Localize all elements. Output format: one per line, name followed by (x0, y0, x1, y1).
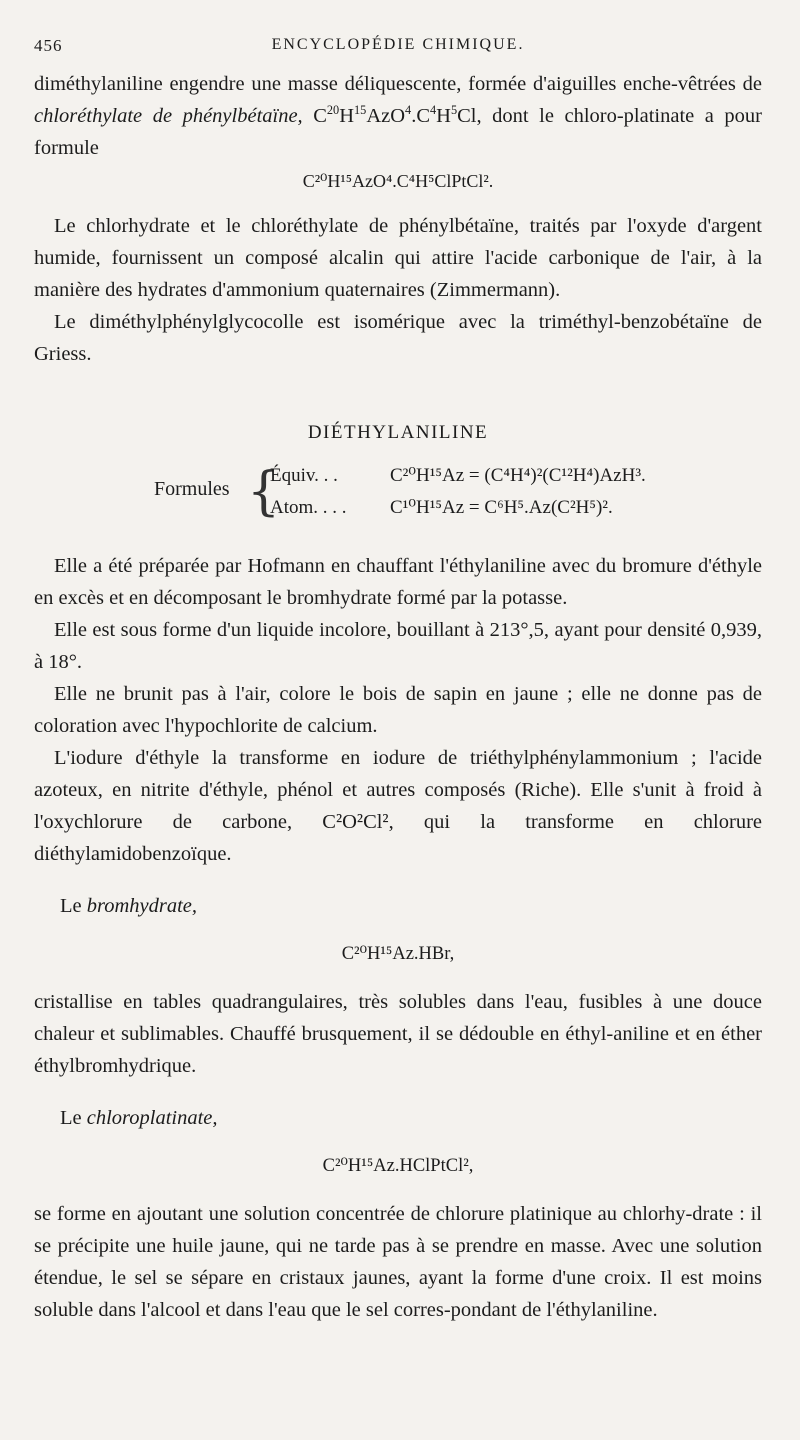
bromhydrate-formula: C²⁰H¹⁵Az.HBr, (341, 944, 455, 964)
formula-sup: 4 (430, 103, 437, 118)
spacer (34, 1082, 762, 1102)
running-title: ENCYCLOPÉDIE CHIMIQUE. (271, 36, 525, 53)
equiv-value: C²⁰H¹⁵Az = (C⁴H⁴)²(C¹²H⁴)AzH³. (390, 465, 646, 486)
paragraph-reactions: L'iodure d'éthyle la transforme en iodure de triéthylphénylammonium ; l'acide azoteux, en nitrite d'éthyle, phénol et autres composés (Riche). Elle s'unit à froid à l'oxychlorure de carbone, C²O²Cl², qui la transforme en chlorure diéthylamidobenzoïque. (34, 747, 762, 865)
formula-part: H (339, 105, 355, 127)
formula-part: .C (411, 105, 430, 127)
chloroplatinate-formula: C²⁰H¹⁵AzO⁴.C⁴H⁵ClPtCl². (302, 171, 494, 191)
bromhydrate-label (34, 890, 762, 922)
spacer (34, 870, 762, 890)
paragraph-preparation: Elle a été préparée par Hofmann en chauffant l'éthylaniline avec du bromure d'éthyle en excès et en décomposant le bromhydrate formé par la potasse. (34, 555, 762, 609)
formula-sup: 15 (354, 103, 367, 118)
chloroplatinate-label (34, 1102, 762, 1134)
page-number: 456 (34, 36, 63, 55)
formulas-label: Formules (154, 478, 230, 500)
formulas-block (34, 458, 762, 532)
formula-sup: 5 (450, 103, 458, 118)
intro-text: diméthylaniline engendre une masse déliquescente, formée d'aiguilles enche-vêtrées de (34, 73, 762, 95)
formula-row-atom (270, 496, 613, 519)
formula-part: C (302, 105, 327, 127)
intro-paragraph (34, 68, 762, 164)
label-italic: bromhydrate, (86, 895, 198, 917)
formula-row-equiv (270, 464, 646, 487)
atom-label: Atom. . . . (270, 497, 347, 518)
formula-sup: 4 (405, 103, 412, 118)
brace-glyph: { (247, 462, 281, 522)
equiv-label: Équiv. . . (270, 465, 338, 486)
paragraph-chlorhydrate: Le chlorhydrate et le chloréthylate de phénylbétaïne, traités par l'oxyde d'argent humide, fournissent un composé alcalin qui attire l'acide carbonique de l'air, à la manière des hydrates d'ammonium quaternaires (Zimmermann). (34, 215, 762, 301)
bromhydrate-text: cristallise en tables quadrangulaires, très solubles dans l'eau, fusibles à une douce chaleur et sublimables. Chauffé brusquement, il se dédouble en éthyl-aniline et en éther éthylbromhydrique. (34, 991, 762, 1077)
chloroplatinate-salt-formula: C²⁰H¹⁵Az.HClPtCl², (322, 1156, 474, 1176)
formula-part: AzO (366, 105, 406, 127)
label-prefix: Le (60, 1107, 87, 1129)
intro-text-end: Cl, dont le chloro-platinate a pour formule (34, 105, 762, 159)
intro-italic-term: chloréthylate de phénylbétaïne, (34, 105, 303, 127)
label-italic: chloroplatinate, (86, 1107, 218, 1129)
section-title: DIÉTHYLANILINE (307, 422, 489, 443)
formula-sup: 20 (326, 103, 340, 118)
paragraph-isomer: Le diméthylphénylglycocolle est isomérique avec la triméthyl-benzobétaïne de Griess. (34, 311, 762, 365)
running-head (34, 28, 762, 68)
paragraph-color: Elle ne brunit pas à l'air, colore le bois de sapin en jaune ; elle ne donne pas de coloration avec l'hypochlorite de calcium. (34, 683, 762, 737)
paragraph-properties: Elle est sous forme d'un liquide incolore, bouillant à 213°,5, ayant pour densité 0,939, à 18°. (34, 619, 762, 673)
label-prefix: Le (60, 895, 87, 917)
atom-value: C¹⁰H¹⁵Az = C⁶H⁵.Az(C²H⁵)². (390, 497, 613, 518)
formula-part: H (436, 105, 451, 127)
chloroplatinate-text: se forme en ajoutant une solution concentrée de chlorure platinique au chlorhy-drate : il se précipite une huile jaune, qui ne tarde pas à se prendre en masse. Avec une solution étendue, le sel se sépare en cristaux jaunes, ayant la forme d'une croix. Il est moins soluble dans l'alcool et dans l'eau que le sel corres-pondant de l'éthylaniline. (34, 1203, 762, 1321)
